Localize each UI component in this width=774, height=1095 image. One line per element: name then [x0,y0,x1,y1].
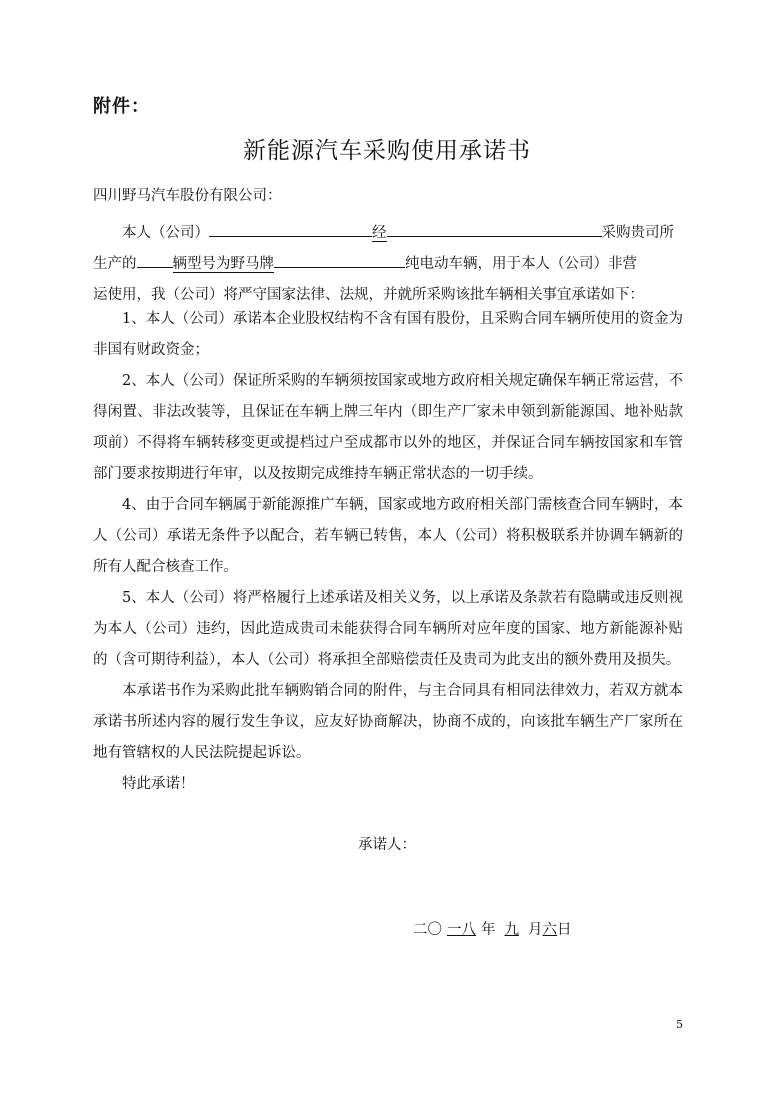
attachment-label: 附件： [93,96,150,117]
closing-statement: 特此承诺！ [122,776,195,792]
intro-text: 本人（公司） [122,225,209,241]
intro-text: 辆型号为野马牌 [172,256,274,272]
date-year-unit: 年 [481,922,496,938]
blank-field [137,253,173,268]
blank-field [387,222,602,237]
intro-line-1 [93,221,674,242]
intro-line-2 [93,252,637,273]
blank-field [274,253,405,268]
date-day: 六 [542,922,557,938]
date-month-unit: 月 [528,922,543,938]
intro-text: 采购贵司所 [601,225,674,241]
date-month: 九 [504,922,519,938]
intro-line-3: 运使用，我（公司）将严守国家法律、法规，并就所采购该批车辆相关事宜承诺如下： [93,287,644,303]
signature-date [413,918,572,939]
clauses [93,304,683,800]
signatory-label: 承诺人： [358,837,416,853]
date-year: 一八 [447,922,476,938]
document-title: 新能源汽车采购使用承诺书 [243,138,531,164]
clause-2: 2、本人（公司）保证所采购的车辆须按国家或地方政府相关规定确保车辆正常运营，不得闲置、非法改装等，且保证在车辆上牌三年内（即生产厂家未申领到新能源国、地补贴款项前）不得将车辆转移变更或提档过户至成都市以外的地区，并保证合同车辆按国家和车管部门要求按期进行年审，以及按期完成维持车辆正常状态的一切手续。 [93,373,683,482]
page-number: 5 [676,1018,683,1031]
intro-text: 生产的 [93,256,137,272]
date-prefix: 二〇 [413,922,442,938]
addressee: 四川野马汽车股份有限公司： [93,188,282,204]
blank-field [209,222,372,237]
clause-1: 1、本人（公司）承诺本企业股权结构不含有国有股份，且采购合同车辆所使用的资金为非国有财政资金； [93,311,683,358]
date-day-unit: 日 [557,922,572,938]
clause-final: 本承诺书作为采购此批车辆购销合同的附件，与主合同具有相同法律效力，若双方就本承诺书所述内容的履行发生争议，应友好协商解决，协商不成的，向该批车辆生产厂家所在地有管辖权的人民法院提起诉讼。 [93,683,683,761]
clause-4: 4、由于合同车辆属于新能源推广车辆，国家或地方政府相关部门需核查合同车辆时，本人（公司）承诺无条件予以配合，若车辆已转售，本人（公司）将积极联系并协调车辆新的所有人配合核查工作。 [93,497,683,575]
clause-5: 5、本人（公司）将严格履行上述承诺及相关义务，以上承诺及条款若有隐瞒或违反则视为本人（公司）违约，因此造成贵司未能获得合同车辆所对应年度的国家、地方新能源补贴的（含可期待利益），本人（公司）将承担全部赔偿责任及贵司为此支出的额外费用及损失。 [93,590,683,668]
intro-text: 纯电动车辆，用于本人（公司）非营 [405,256,637,272]
intro-text: 经 [372,225,387,241]
